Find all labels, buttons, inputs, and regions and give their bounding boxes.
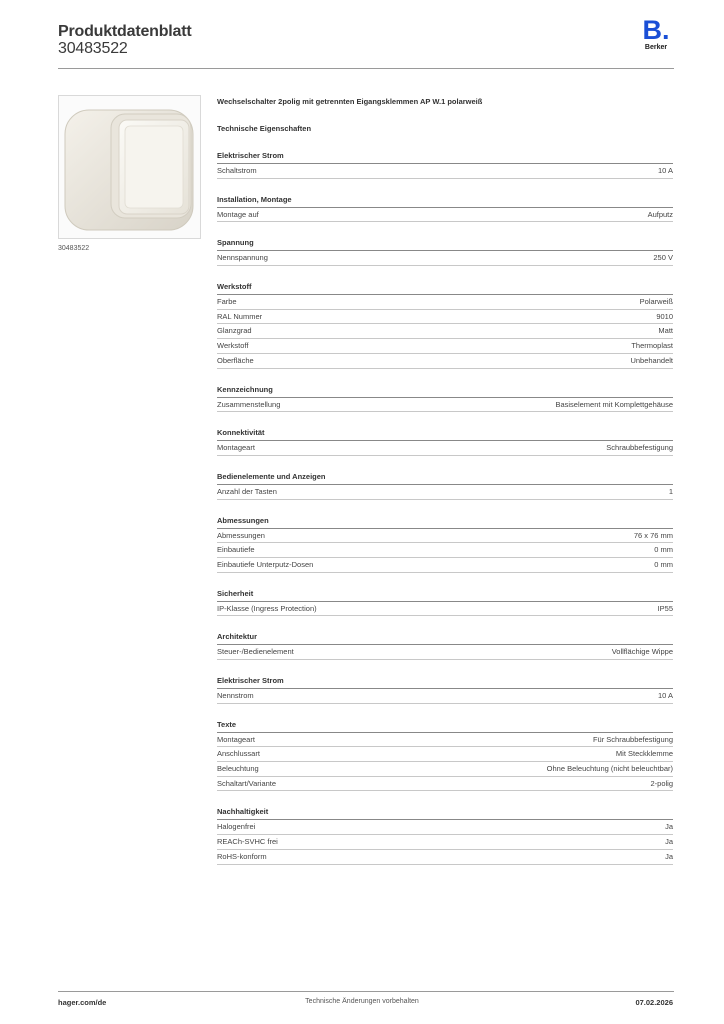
spec-value: Ohne Beleuchtung (nicht beleuchtbar) [546, 764, 673, 774]
spec-value: Ja [665, 837, 673, 847]
spec-group-title: Abmessungen [217, 515, 673, 529]
spec-row [217, 324, 673, 339]
spec-value: 76 x 76 mm [633, 530, 673, 540]
spec-row [217, 762, 673, 777]
spec-label: Werkstoff [217, 341, 249, 351]
spec-row [217, 850, 673, 865]
spec-label: Einbautiefe [217, 545, 255, 555]
footer-divider [58, 991, 674, 992]
spec-row [217, 441, 673, 456]
spec-label: Nennspannung [217, 253, 268, 263]
spec-value: Mit Steckklemme [615, 749, 673, 759]
footer-date: 07.02.2026 [635, 998, 673, 1007]
spec-row [217, 208, 673, 223]
spec-label: Montageart [217, 443, 255, 453]
spec-row [217, 558, 673, 573]
spec-label: Steuer-/Bedienelement [217, 647, 294, 657]
spec-row [217, 251, 673, 266]
spec-value: Unbehandelt [630, 355, 673, 365]
spec-label: Anschlussart [217, 749, 260, 759]
spec-value: Für Schraubbefestigung [592, 734, 673, 744]
spec-value: Schraubbefestigung [606, 443, 673, 453]
spec-label: Anzahl der Tasten [217, 486, 277, 496]
product-name: Wechselschalter 2polig mit getrennten Eigangsklemmen AP W.1 polarweiß [217, 97, 483, 106]
spec-group-title: Kennzeichnung [217, 384, 673, 398]
spec-label: Halogenfrei [217, 822, 256, 832]
spec-label: RoHS-konform [217, 851, 267, 861]
spec-heading: Technische Eigenschaften [217, 124, 312, 133]
spec-value: Thermoplast [631, 341, 673, 351]
spec-value: Polarweiß [639, 297, 673, 307]
spec-label: Zusammenstellung [217, 399, 281, 409]
header-divider [58, 68, 674, 69]
spec-value: 2-polig [650, 778, 673, 788]
spec-row [217, 354, 673, 369]
spec-row [217, 645, 673, 660]
spec-row [217, 777, 673, 792]
spec-group-title: Spannung [217, 237, 673, 251]
spec-label: REACh-SVHC frei [217, 837, 278, 847]
spec-value: 10 A [657, 691, 673, 700]
spec-group-title: Elektrischer Strom [217, 150, 673, 164]
spec-value: Vollflächige Wippe [611, 647, 673, 657]
spec-value: Ja [665, 822, 673, 832]
spec-group-title: Konnektivität [217, 427, 673, 441]
spec-label: Beleuchtung [217, 764, 259, 774]
spec-row [217, 485, 673, 500]
spec-row [217, 295, 673, 310]
spec-row [217, 543, 673, 558]
spec-group-title: Installation, Montage [217, 194, 673, 208]
spec-group-title: Architektur [217, 631, 673, 645]
spec-row [217, 339, 673, 354]
footer-notice: Technische Änderungen vorbehalten [305, 998, 419, 1005]
page-title: Produktdatenblatt [58, 23, 192, 40]
spec-row [217, 747, 673, 762]
spec-label: Schaltstrom [217, 166, 257, 175]
spec-value: Ja [665, 851, 673, 861]
spec-group-title: Elektrischer Strom [217, 675, 673, 689]
footer-website: hager.com/de [58, 998, 107, 1007]
spec-value: 0 mm [654, 559, 673, 569]
spec-label: Montageart [217, 734, 255, 744]
spec-label: Abmessungen [217, 530, 265, 540]
image-caption: 30483522 [58, 245, 90, 252]
spec-value: 10 A [657, 166, 673, 175]
spec-row [217, 733, 673, 748]
spec-row [217, 310, 673, 325]
spec-value: Matt [658, 326, 673, 336]
spec-row [217, 529, 673, 544]
logo-name: Berker [644, 44, 668, 51]
spec-value: IP55 [657, 603, 673, 613]
spec-label: Nennstrom [217, 691, 254, 700]
product-image [58, 95, 201, 239]
spec-value: Aufputz [647, 209, 673, 219]
spec-group-title: Bedienelemente und Anzeigen [217, 471, 673, 485]
spec-row [217, 602, 673, 617]
spec-label: Einbautiefe Unterputz-Dosen [217, 559, 314, 569]
spec-label: Schaltart/Variante [217, 778, 277, 788]
spec-value: 0 mm [654, 545, 673, 555]
spec-label: Montage auf [217, 209, 259, 219]
spec-value: 1 [668, 486, 673, 496]
spec-label: Oberfläche [217, 355, 254, 365]
spec-label: Farbe [217, 297, 237, 307]
logo-letter: B. [642, 15, 670, 45]
spec-row [217, 398, 673, 413]
spec-label: Glanzgrad [217, 326, 252, 336]
spec-group-title: Texte [217, 719, 673, 733]
spec-row [217, 164, 673, 179]
berker-logo [640, 17, 672, 51]
page-header [58, 15, 674, 70]
spec-row [217, 820, 673, 835]
spec-label: RAL Nummer [217, 311, 263, 321]
spec-row [217, 835, 673, 850]
spec-value: Basiselement mit Komplettgehäuse [555, 399, 673, 409]
spec-value: 250 V [653, 253, 673, 263]
spec-row [217, 689, 673, 704]
switch-product-icon [59, 96, 200, 238]
spec-group-title: Werkstoff [217, 281, 673, 295]
spec-group-title: Sicherheit [217, 588, 673, 602]
spec-value: 9010 [656, 311, 673, 321]
spec-content [217, 96, 673, 865]
spec-label: IP-Klasse (Ingress Protection) [217, 603, 317, 613]
spec-groups [217, 150, 673, 865]
spec-group-title: Nachhaltigkeit [217, 806, 673, 820]
article-number: 30483522 [58, 40, 128, 57]
